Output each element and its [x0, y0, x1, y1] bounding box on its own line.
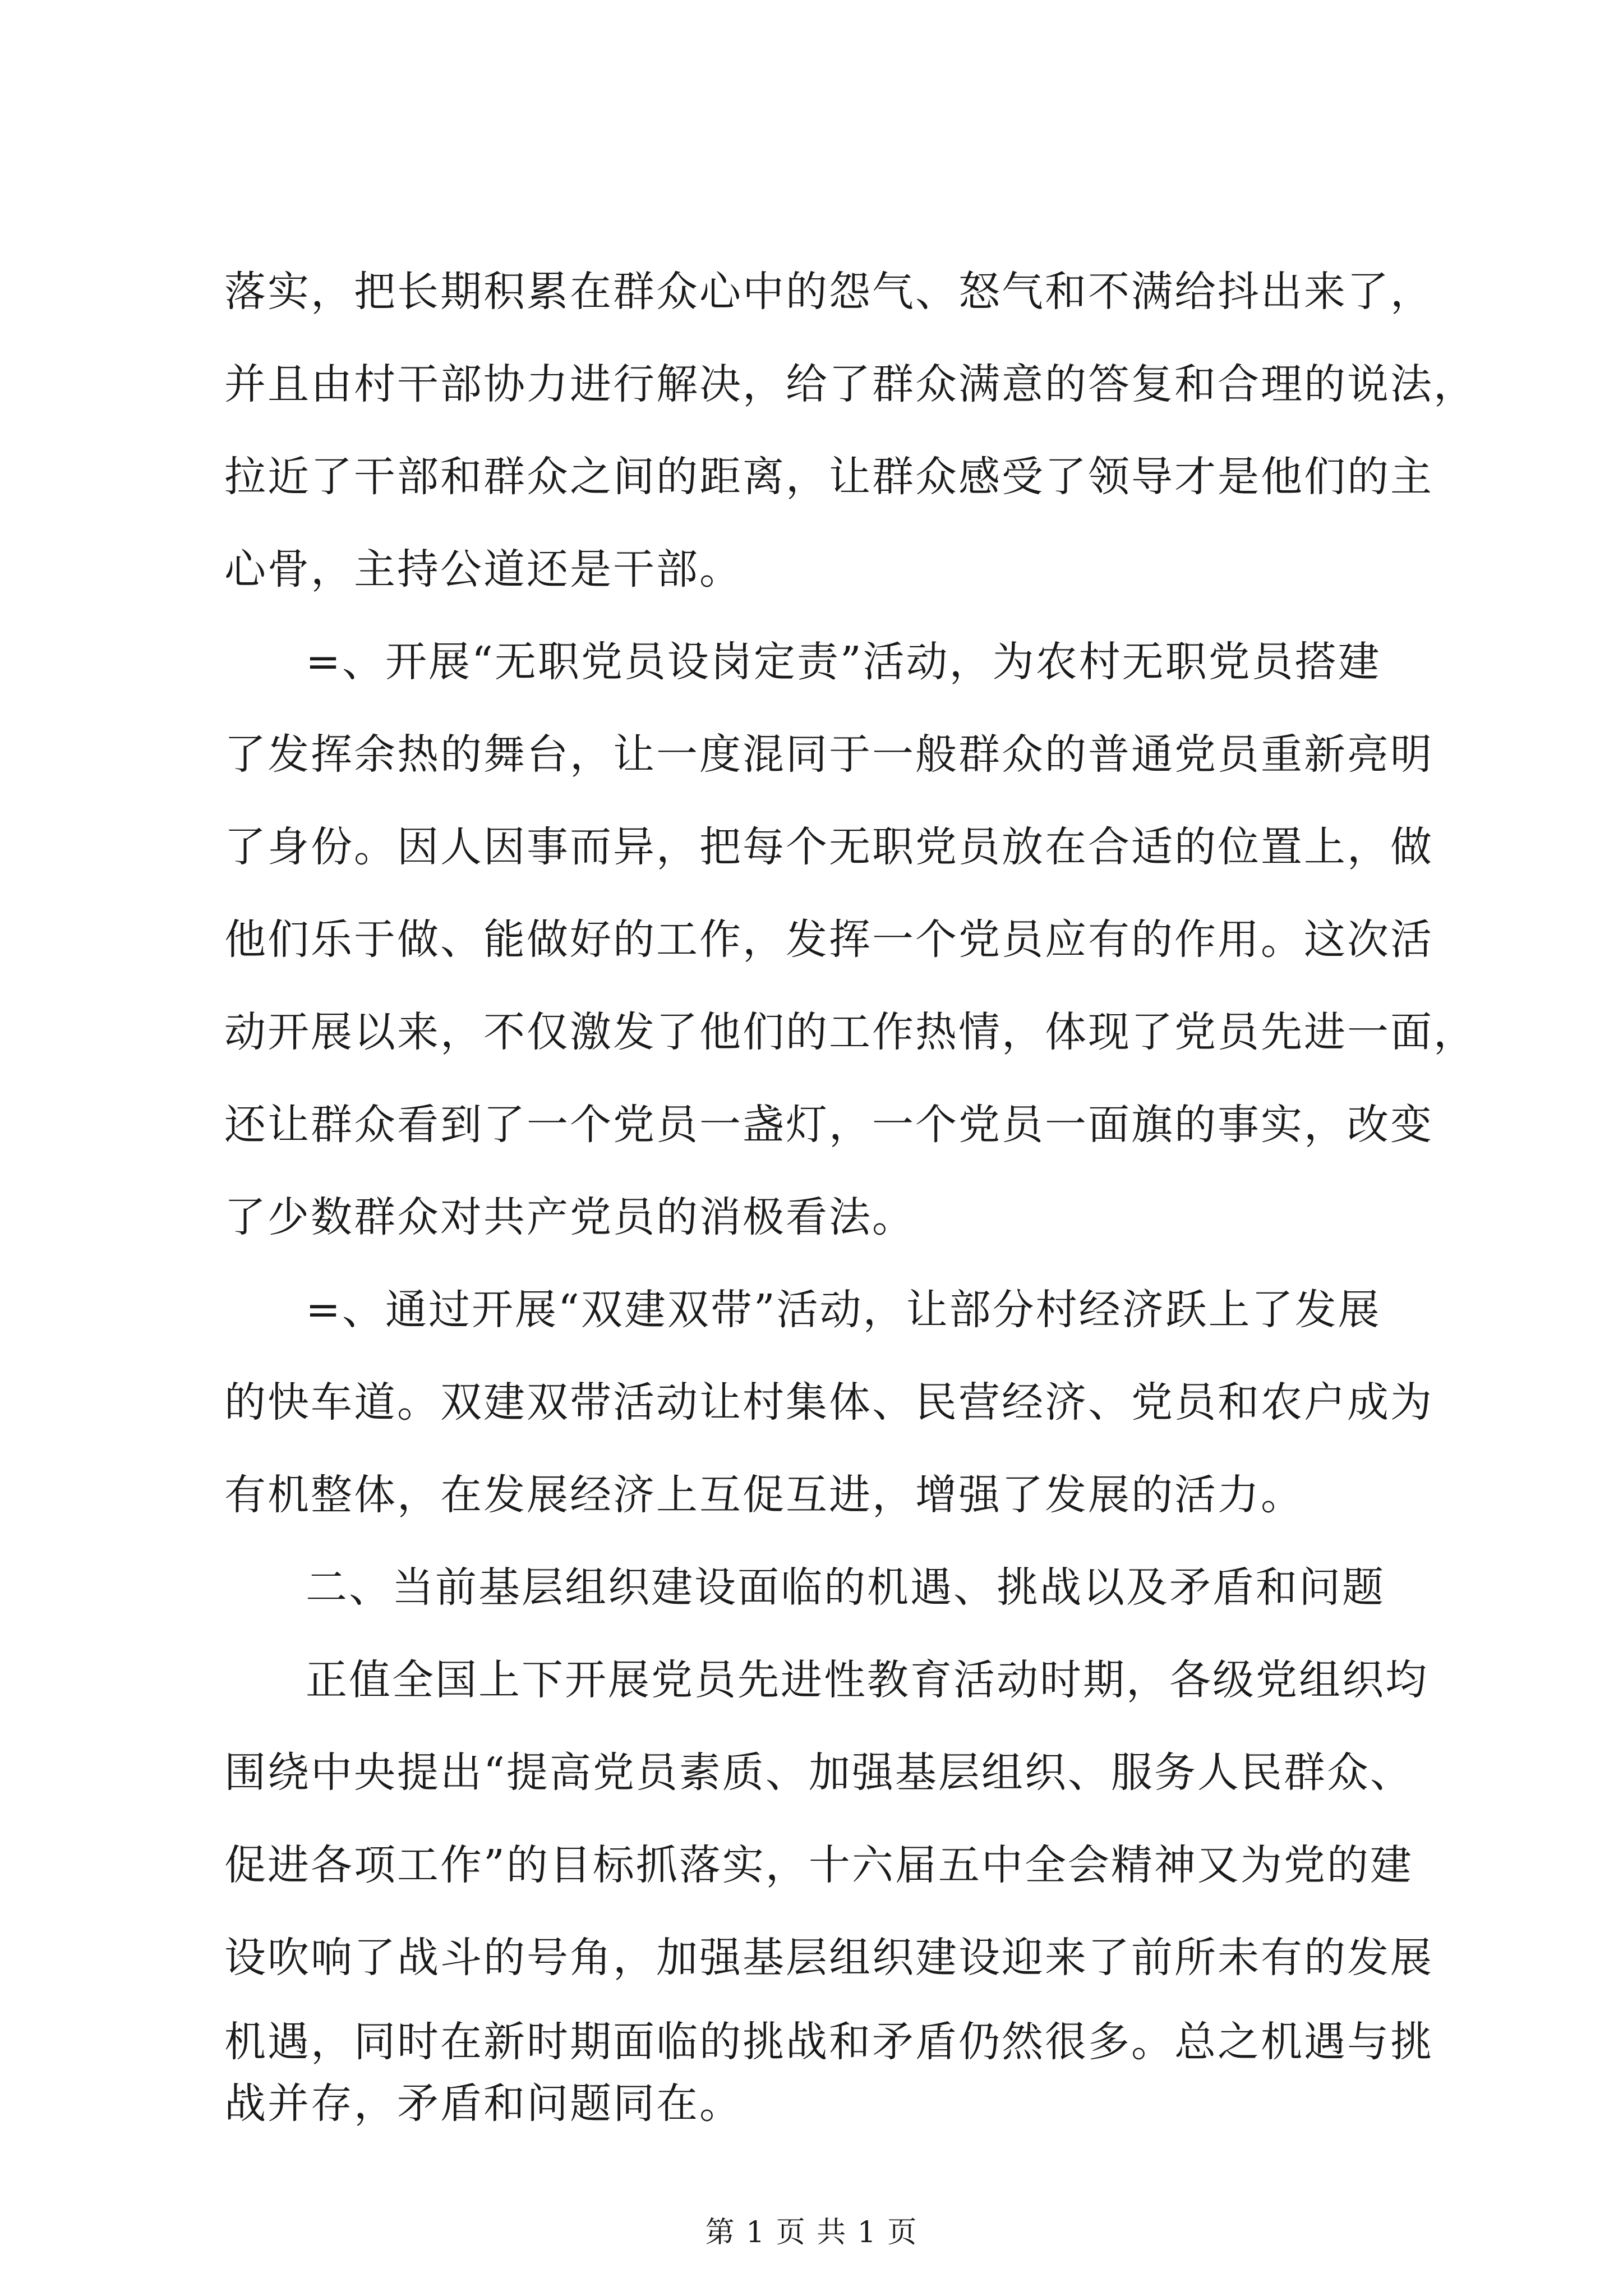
text-line: =、开展“无职党员设岗定责”活动，为农村无职党员搭建	[306, 638, 1381, 686]
text-line: =、通过开展“双建双带”活动，让部分村经济跃上了发展	[306, 1286, 1381, 1334]
text-line: 促进各项工作”的目标抓落实，十六届五中全会精神又为党的建	[224, 1841, 1413, 1889]
text-line: 他们乐于做、能做好的工作，发挥一个党员应有的作用。这次活	[224, 915, 1433, 964]
page-footer	[0, 2213, 1623, 2252]
page-number-label: 第 1 页 共 1 页	[705, 2216, 918, 2249]
section-heading: 二、当前基层组织建设面临的机遇、挑战以及矛盾和问题	[306, 1563, 1385, 1612]
text-line: 了身份。因人因事而异，把每个无职党员放在合适的位置上，做	[224, 823, 1433, 871]
text-line: 了少数群众对共产党员的消极看法。	[224, 1193, 915, 1241]
text-line: 有机整体，在发展经济上互促互进，增强了发展的活力。	[224, 1471, 1304, 1519]
text-line: 拉近了干部和群众之间的距离，让群众感受了领导才是他们的主	[224, 453, 1433, 501]
text-line: 了发挥余热的舞台，让一度混同于一般群众的普通党员重新亮明	[224, 730, 1433, 779]
text-line: 围绕中央提出“提高党员素质、加强基层组织、服务人民群众、	[224, 1749, 1413, 1797]
text-line: 战并存，矛盾和问题同在。	[224, 2079, 743, 2128]
text-line: 还让群众看到了一个党员一盏灯，一个党员一面旗的事实，改变	[224, 1101, 1433, 1149]
text-line: 并且由村干部协力进行解决，给了群众满意的答复和合理的说法，	[224, 360, 1477, 408]
text-line: 心骨，主持公道还是干部。	[224, 545, 743, 593]
text-line: 的快车道。双建双带活动让村集体、民营经济、党员和农户成为	[224, 1378, 1433, 1427]
text-line: 正值全国上下开展党员先进性教育活动时期，各级党组织均	[306, 1656, 1428, 1704]
text-line: 设吹响了战斗的号角，加强基层组织建设迎来了前所未有的发展	[224, 1934, 1433, 1982]
text-line: 动开展以来，不仅激发了他们的工作热情，体现了党员先进一面，	[224, 1008, 1477, 1056]
text-line: 机遇，同时在新时期面临的挑战和矛盾仍然很多。总之机遇与挑	[224, 2018, 1433, 2066]
text-line: 落实，把长期积累在群众心中的怨气、怒气和不满给抖出来了，	[224, 268, 1433, 316]
